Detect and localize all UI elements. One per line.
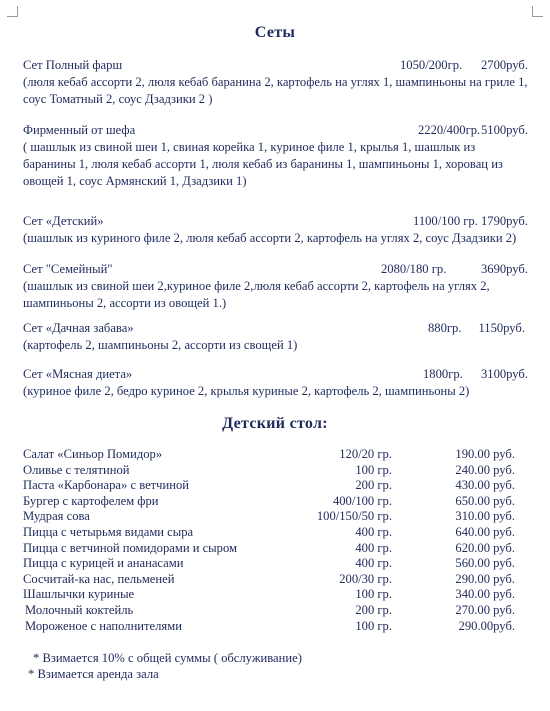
service-charge-note: * Взимается 10% с общей суммы ( обслуживание) — [33, 651, 302, 665]
dish-price: 430.00 руб. — [455, 478, 515, 493]
set-price: 2700руб. — [480, 58, 528, 72]
dish-name: Пицца с ветчиной помидорами и сыром — [23, 540, 237, 555]
dish-price: 560.00 руб. — [455, 556, 515, 571]
set-name: Сет «Детский» — [23, 214, 104, 228]
kids-menu-item — [23, 572, 528, 588]
set-item — [23, 261, 528, 312]
dish-price: 290.00руб. — [458, 618, 515, 633]
kids-menu-item — [23, 541, 528, 557]
kids-menu-list — [23, 447, 528, 634]
kids-menu-item — [23, 525, 528, 541]
dish-weight: 100 гр. — [355, 587, 392, 602]
set-name: Сет «Мясная диета» — [23, 367, 133, 381]
dish-name: Пицца с четырьмя видами сыра — [23, 524, 194, 539]
hall-rent-note: * Взимается аренда зала — [28, 667, 159, 681]
dish-name: Салат «Синьор Помидор» — [23, 447, 163, 461]
set-description: (картофель 2, шампиньоны 2, ассорти из свощей 1) — [23, 338, 298, 352]
set-item — [23, 122, 528, 190]
set-name: Сет Полный фарш — [23, 58, 123, 72]
dish-name: Пицца с курицей и ананасами — [23, 556, 184, 571]
kids-menu-item — [23, 463, 528, 479]
dish-price: 620.00 руб. — [455, 540, 515, 555]
kids-menu-item — [23, 556, 528, 572]
kids-menu-item — [23, 603, 528, 619]
dish-name: Мороженое с наполнителями — [25, 618, 182, 633]
dish-weight: 200/30 гр. — [339, 571, 392, 586]
dish-weight: 100/150/50 гр. — [316, 509, 392, 524]
kids-menu-item — [23, 587, 528, 603]
kids-menu-item — [23, 447, 528, 463]
dish-name: Паста «Карбонара» с ветчиной — [23, 478, 190, 493]
set-description: (куриное филе 2, бедро куриное 2, крылья куриные 2, картофель 2, шампиньоны 2) — [23, 384, 470, 398]
set-name: Сет «Дачная забава» — [23, 321, 134, 335]
sets-heading: Сеты — [254, 24, 296, 41]
set-item — [23, 57, 528, 108]
kids-menu-item — [23, 478, 528, 494]
set-price: 3690руб. — [480, 262, 528, 276]
set-weight: 2220/400гр. — [418, 123, 481, 137]
kids-menu-item — [23, 509, 528, 525]
footnotes — [28, 650, 302, 682]
set-item — [23, 213, 528, 247]
dish-price: 290.00 руб. — [455, 571, 515, 586]
dish-weight: 400 гр. — [355, 540, 392, 555]
kids-heading: Детский стол: — [222, 415, 328, 432]
set-item — [23, 320, 528, 354]
page-corner-mark — [7, 6, 18, 17]
dish-name: Оливье с телятиной — [23, 462, 130, 477]
set-weight: 1800гр. — [423, 367, 463, 381]
set-weight: 880гр. — [428, 321, 462, 335]
page-corner-mark — [532, 6, 543, 17]
set-price: 1790руб. — [480, 214, 528, 228]
dish-price: 270.00 руб. — [455, 602, 515, 617]
kids-menu-item — [23, 619, 528, 635]
dish-price: 650.00 руб. — [455, 493, 515, 508]
dish-weight: 200 гр. — [355, 602, 392, 617]
set-name: Сет "Семейный" — [23, 262, 113, 276]
dish-weight: 200 гр. — [355, 478, 392, 493]
set-weight: 2080/180 гр. — [381, 262, 447, 276]
dish-price: 190.00 руб. — [455, 447, 515, 461]
dish-name: Бургер с картофелем фри — [23, 493, 159, 508]
set-price: 3100руб. — [480, 367, 528, 381]
dish-weight: 400 гр. — [355, 524, 392, 539]
dish-price: 310.00 руб. — [455, 509, 515, 524]
set-description: ( шашлык из свиной шеи 1, свиная корейка 1, куриное филе 1, крылья 1, шашлык из баранины 1, люля кебаб ассорти 1, люля кебаб из баранины 1, шампиньоны 1, хоровац из овощей 1, соус Армянский 1, Дзадзики 1) — [23, 140, 503, 188]
dish-name: Мудрая сова — [23, 509, 90, 524]
set-description: (люля кебаб ассорти 2, люля кебаб баранина 2, картофель на углях 1, шампиньоны на гриле 1, соус Томатный 2, соус Дзадзики 2 ) — [23, 75, 528, 106]
dish-price: 240.00 руб. — [455, 462, 515, 477]
dish-name: Шашлычки куриные — [23, 587, 135, 602]
dish-price: 340.00 руб. — [455, 587, 515, 602]
dish-weight: 400/100 гр. — [332, 493, 392, 508]
dish-name: Молочный коктейль — [25, 602, 134, 617]
set-item — [23, 366, 528, 400]
set-name: Фирменный от шефа — [23, 123, 136, 137]
dish-weight: 120/20 гр. — [339, 447, 392, 461]
set-price: 5100руб. — [480, 123, 528, 137]
set-price: 1150руб. — [478, 321, 525, 335]
dish-price: 640.00 руб. — [455, 524, 515, 539]
set-description: (шашлык из куриного филе 2, люля кебаб ассорти 2, картофель на углях 2, соус Дзадзики 2) — [23, 231, 517, 245]
dish-weight: 100 гр. — [355, 462, 392, 477]
kids-menu-item — [23, 494, 528, 510]
dish-weight: 400 гр. — [355, 556, 392, 571]
dish-name: Сосчитай-ка нас, пельменей — [23, 571, 175, 586]
dish-weight: 100 гр. — [355, 618, 392, 633]
set-description: (шашлык из свиной шеи 2,куриное филе 2,люля кебаб ассорти 2, картофель на углях 2, шампиньоны 2, ассорти из овощей 1.) — [23, 279, 490, 310]
set-weight: 1100/100 гр. — [413, 214, 478, 228]
set-weight: 1050/200гр. — [400, 58, 463, 72]
